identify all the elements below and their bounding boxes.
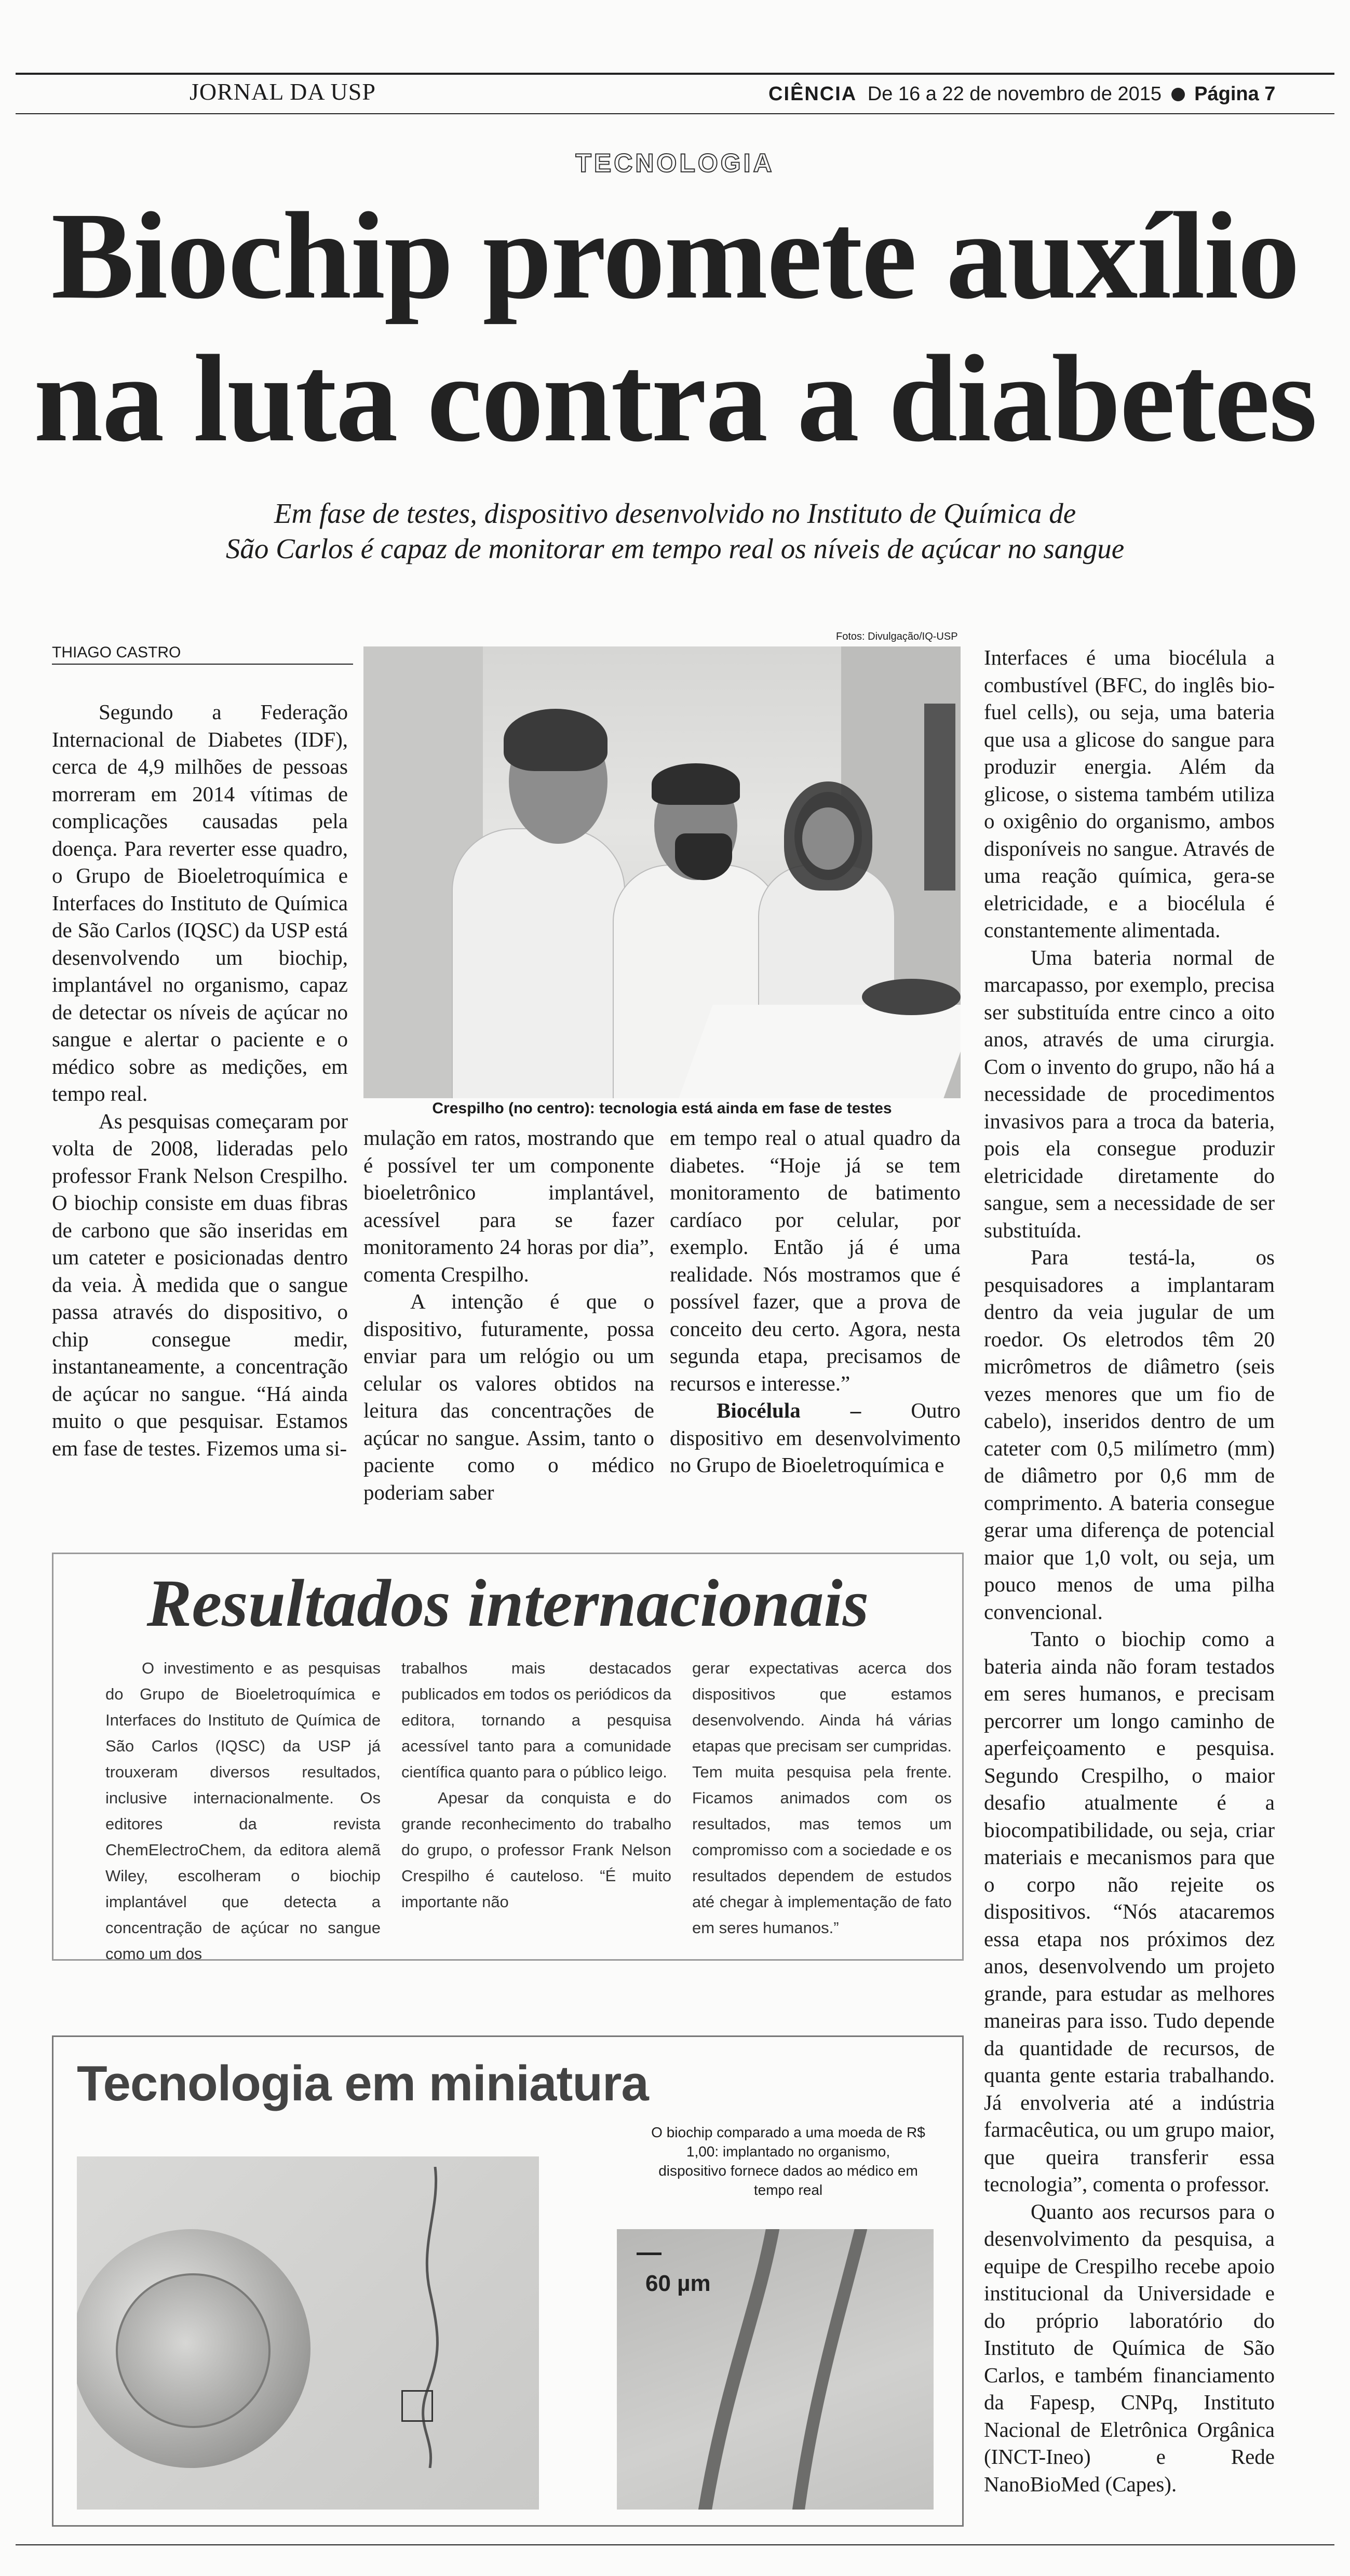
results-column-3 — [692, 1655, 952, 1941]
kicker: TECNOLOGIA — [575, 149, 775, 178]
micro-caption: O biochip comparado a uma moeda de R$ 1,00: implantado no organismo, dispositivo fornece dados ao médico em tempo real — [651, 2124, 925, 2198]
paragraph: Segundo a Federação Internacional de Diabetes (IDF), cerca de 4,9 milhões de pessoas morreram em 2014 vítimas de complicações causadas pela doença. Para reverter esse quadro, o Grupo de Bioeletroquímica e Interfaces do Instituto de Química de São Carlos (IQSC) da USP está desenvolvendo um biochip, implantável no organismo, capaz de detectar os níveis de açúcar no sangue e alertar o paciente e o médico sobre as medições, em tempo real. — [52, 700, 348, 1105]
paragraph: Apesar da conquista e do grande reconhecimento do trabalho do grupo, o professor Frank Nelson Crespilho é cauteloso. “É muito importante não — [401, 1789, 671, 1911]
results-column-1 — [105, 1655, 381, 1967]
paragraph: Para testá-la, os pesquisadores a implantaram dentro da veia jugular de um roedor. Os eletrodos têm 20 micrômetros de diâmetro (seis vezes menores que um fio de cabelo), inseridos dentro de um cateter com 0,5 milímetro (mm) de diâmetro por 0,6 mm de comprimento. A bateria consegue gerar uma diferença de potencial maior que 1,0 volt, ou seja, um pouco menos de uma pilha convencional. — [984, 1245, 1275, 1624]
micro-photo — [617, 2229, 934, 2510]
header-top-rule — [16, 73, 1334, 75]
headline-line-2: na luta contra a diabetes — [34, 329, 1316, 467]
byline-rule — [52, 664, 353, 665]
coin-photo — [77, 2156, 539, 2510]
page-number: Página 7 — [1194, 83, 1276, 105]
zoom-marker — [401, 2390, 433, 2422]
results-column-2 — [401, 1655, 671, 1915]
person-left — [452, 828, 625, 1098]
deck-line-1: Em fase de testes, dispositivo desenvolvido no Instituto de Química de — [274, 497, 1076, 529]
issue-date: De 16 a 22 de novembro de 2015 — [867, 83, 1162, 105]
headline — [0, 184, 1350, 470]
paragraph: As pesquisas começaram por volta de 2008, lideradas pelo professor Frank Nelson Crespilho. O biochip consiste em duas fibras de carbono que são inseridas em um cateter e posicionadas dentro da veia. À medida que o sangue passa através do dispositivo, o chip consegue medir, instantaneamente, a concentração de açúcar no sangue. “Há ainda muito o que pesquisar. Estamos em fase de testes. Fizemos uma si- — [52, 1109, 348, 1460]
header-bottom-rule — [16, 113, 1334, 114]
paragraph: trabalhos mais destacados publicados em todos os periódicos da editora, tornando a pesquisa acessível tanto para a comunidade científica quanto para o público leigo. — [401, 1659, 671, 1781]
deck — [0, 496, 1350, 567]
paragraph: Uma bateria normal de marcapasso, por exemplo, precisa ser substituída entre cinco a oito anos, através de uma cirurgia. Com o invento do grupo, não há a necessidade de procedimentos invasivos para a troca da bateria, pois ela consegue produzir eletricidade diretamente do sangue, sem a necessidade de ser substituída. — [984, 945, 1275, 1242]
paragraph: O investimento e as pesquisas do Grupo de Bioeletroquímica e Interfaces do Instituto de Química de São Carlos (IQSC) da USP já trouxeram diversos resultados, inclusive internacionalmente. Os editores da revista ChemElectroChem, da editora alemã Wiley, escolheram o biochip implantável que detecta a concentração de açúcar no sangue como um dos — [105, 1659, 381, 1963]
photo-caption: Crespilho (no centro): tecnologia está ainda em fase de testes — [432, 1100, 892, 1117]
paragraph: mulação em ratos, mostrando que é possível ter um componente bioeletrônico implantável, acessível para se fazer monitoramento 24 horas por dia”, comenta Crespilho. — [363, 1126, 654, 1286]
subhead: Biocélula – — [717, 1398, 861, 1422]
carbon-fibers — [617, 2229, 934, 2510]
article-column-4 — [984, 644, 1275, 2498]
photo-credit: Fotos: Divulgação/IQ-USP — [836, 631, 958, 642]
header-dateline — [768, 83, 1275, 105]
miniature-sidebar — [52, 2035, 964, 2527]
section-label: CIÊNCIA — [768, 83, 857, 105]
headline-line-1: Biochip promete auxílio — [51, 186, 1299, 325]
byline: THIAGO CASTRO — [52, 644, 181, 661]
bullet-icon — [1171, 88, 1185, 101]
paragraph: gerar expectativas acerca dos dispositivos que estamos desenvolvendo. Ainda há várias etapas que precisam ser cumpridas. Tem muita pesquisa pela frente. Ficamos animados com os resultados, mas temos um compromisso com a sociedade e os resultados dependem de estudos até chegar à implementação de fato em seres humanos.” — [692, 1659, 952, 1937]
results-sidebar — [52, 1553, 964, 1961]
paragraph: em tempo real o atual quadro da diabetes. “Hoje já se tem monitoramento de batimento cardíaco por celular, por exemplo. Então já é uma realidade. Nós mostramos que é possível fazer, que a prova de conceito deu certo. Agora, nesta segunda etapa, precisamos de recursos e interesse.” — [670, 1126, 961, 1395]
paragraph: Biocélula – Outro dispositivo em desenvolvimento no Grupo de Bioeletroquímica e — [670, 1398, 961, 1477]
paragraph: Interfaces é uma biocélula a combustível (BFC, do inglês bio-fuel cells), ou seja, uma bateria que usa a glicose do sangue para produzir energia. Além da glicose, o sistema também utiliza o oxigênio do organismo, ambos disponíveis no sangue. Através de uma reação química, gera-se eletricidade, e a biocélula é constantemente alimentada. — [984, 645, 1275, 942]
paragraph: Tanto o biochip como a bateria ainda não foram testados em seres humanos, e precisam percorrer um longo caminho de aperfeiçoamento e pesquisa. Segundo Crespilho, o maior desafio atualmente é a biocompatibilidade, ou seja, criar materiais e mecanismos para que o corpo não rejeite os dispositivos. “Nós atacaremos essa etapa nos próximos dez anos, desenvolvendo um projeto grande, para estudar as melhores maneiras para isso. Tudo depende da quantidade de recursos, de quanta gente estaria trabalhando. Já envolveria até a indústria farmacêutica, ou um grupo maior, que queira transferir essa tecnologia”, comenta o professor. — [984, 1627, 1275, 2196]
masthead: JORNAL DA USP — [190, 78, 376, 105]
miniature-title: Tecnologia em miniatura — [77, 2056, 649, 2111]
coin-inner — [116, 2273, 271, 2428]
deck-line-2: São Carlos é capaz de monitorar em tempo real os níveis de açúcar no sangue — [225, 533, 1125, 564]
article-column-1 — [52, 698, 348, 1462]
biochip-fiber — [399, 2167, 461, 2468]
paragraph: Quanto aos recursos para o desenvolvimento da pesquisa, a equipe de Crespilho recebe apoio institucional da Universidade e do próprio laboratório do Instituto de Química de São Carlos, e também financiamento da Fapesp, CNPq, Instituto Nacional de Eletrônica Orgânica (INCT-Ineo) e Rede NanoBioMed (Capes). — [984, 2199, 1275, 2496]
article-column-3 — [670, 1124, 961, 1479]
scale-label: 60 µm — [645, 2271, 711, 2296]
article-column-2 — [363, 1124, 654, 1506]
results-title: Resultados internacionais — [146, 1566, 869, 1641]
lab-photo — [363, 646, 961, 1098]
footer-rule — [16, 2544, 1334, 2545]
paragraph: A intenção é que o dispositivo, futuramente, possa enviar para um relógio ou um celular os valores obtidos na leitura das concentrações de açúcar no sangue. Assim, tanto o paciente como o médico poderiam saber — [363, 1289, 654, 1504]
